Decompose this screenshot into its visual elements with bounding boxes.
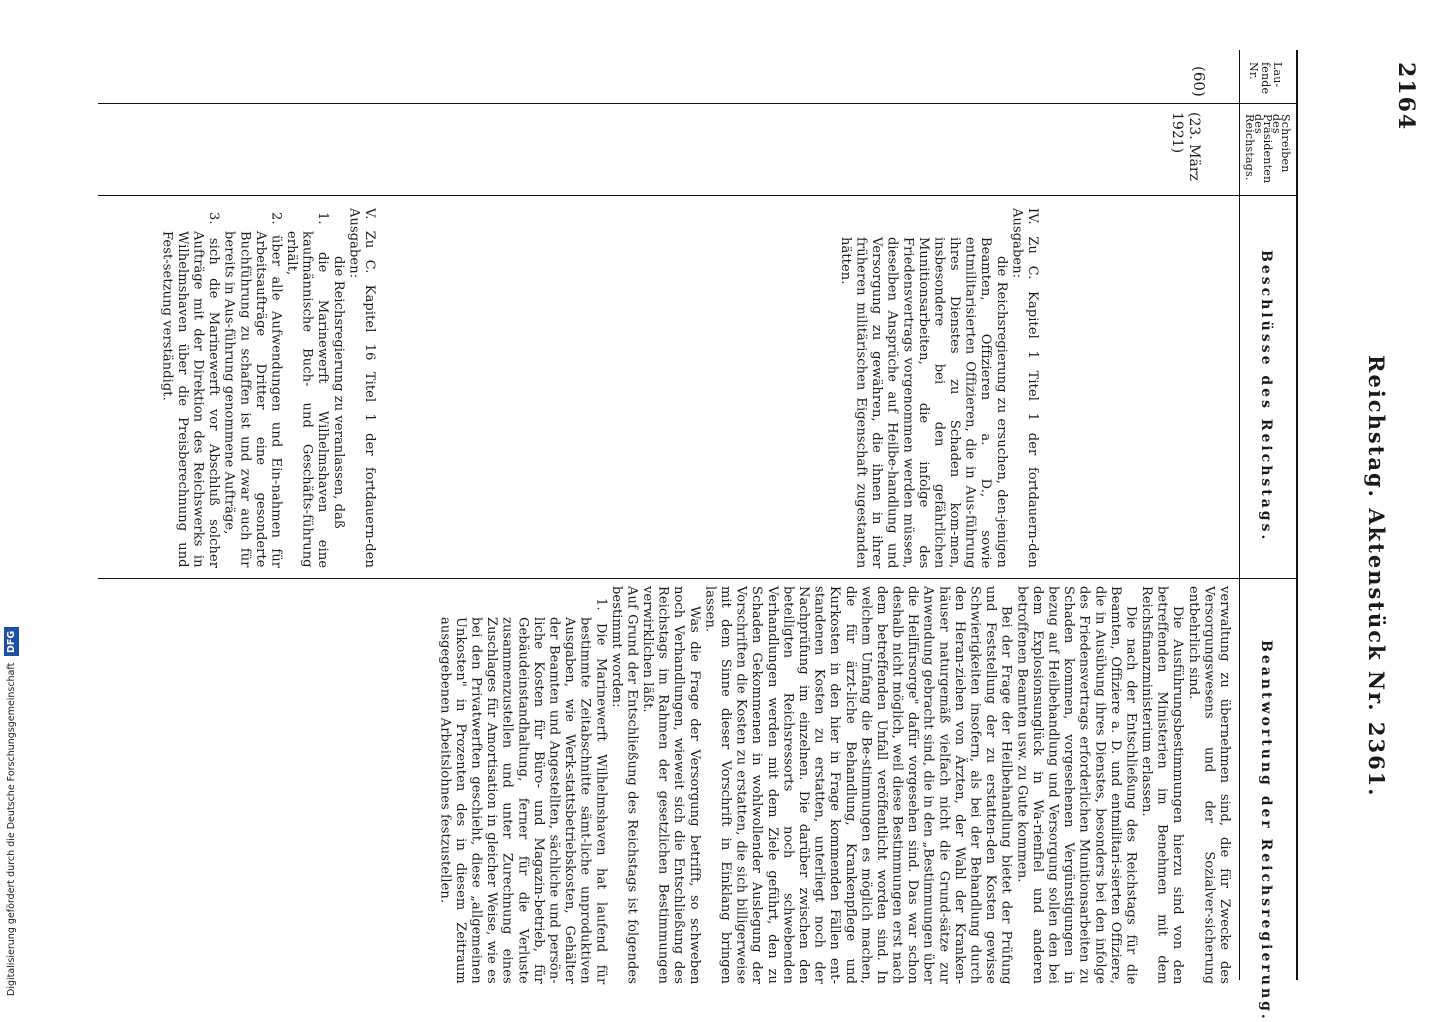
government-answer xyxy=(92,586,1232,984)
page-number: 2164 xyxy=(1393,62,1419,132)
column-header-number: Lau- fende Nr. xyxy=(1247,62,1284,95)
column-rule-3 xyxy=(98,578,1298,579)
column-rule-1 xyxy=(98,103,1298,104)
column-header-answer: Beantwortung der Reichsregierung. xyxy=(1258,640,1274,1022)
resolution-iv-text: die Reichsregierung zu ersuchen, den-jenigen Beamten, Offizieren a. D., sowie entmilitarisierten Offizieren, die in Aus-führung ihres Dienstes zu Schaden kom-men, insbesondere bei den gefährlichen Munitionsarbeiten, die infolge des Friedensvertrags vorgenommen werden müssen, dieselben Ansprüche auf Heilbe-handlung und Versorgung zu gewähren, die ihnen in ihrer früheren militärischen Eigenschaft zugestanden hätten. xyxy=(837,236,1009,568)
answer-paragraph: Die nach der Entschließung des Reichstags für die Beamten, Offiziere a. D. und entmilitari-sierten Offiziere, die in Ausübung ihres Dienstes, besonders bei den infolge des Friedensvertrags erforderlichen Munitionsarbeiten zu Schaden kommen, vorgesehenen Vergünstigungen in bezug auf Heilbehandlung und Versorgung sollen den bei dem Explosionsunglück in Wa-rienfiel und anderen betroffenen Beamten usw. zu Gute kommen. xyxy=(1014,586,1139,984)
resolution-iv xyxy=(837,208,1040,568)
table-top-rule xyxy=(1296,50,1298,980)
column-header-resolutions: Beschlüsse des Reichstags. xyxy=(1258,250,1274,543)
document-title: Reichstag. Aktenstück Nr. 2361. xyxy=(1364,355,1389,798)
credit-text: Digitalisierung gefördert durch die Deutsche Forschungsgemeinschaft xyxy=(6,662,17,996)
resolution-v-item-3: 3. sich die Marinewerft vor Abschluß solcher Aufträge mit der Direktion des Reichswerks in Wilhelmshaven über die Preisberechnung und Fest-setzung verständigt. xyxy=(159,211,222,568)
resolution-v-item-2: 2. über alle Aufwendungen und Ein-nahmen für Arbeitsaufträge Dritter eine gesonderte Buchführung zu schaffen ist und zwar auch für bereits in Aus-führung genommene Aufträge, xyxy=(221,211,284,568)
resolution-iv-heading: IV. Zu C. Kapitel 1 Titel 1 der fortdauern-den Ausgaben: xyxy=(1009,208,1040,568)
digitization-credit xyxy=(4,608,18,996)
resolution-v xyxy=(92,208,377,568)
answer-paragraph: Die Ausführungsbestimmungen hierzu sind von den betreffenden Ministerien im Benehmen mit dem Reichsfinanzministerium erlassen. xyxy=(1139,586,1186,984)
answer-paragraph: verwaltung zu übernehmen sind, die für Zwecke des Versorgungswesens und der Sozialver-sicherung entbehrlich sind. xyxy=(1185,586,1232,984)
entry-number: (60) xyxy=(1190,66,1208,97)
dfg-logo: DFG xyxy=(4,627,19,655)
header-bottom-rule xyxy=(1239,50,1240,980)
column-header-letter: Schreiben des Präsidenten des Reichstags. xyxy=(1243,114,1292,184)
entry-date: (23. März 1921) xyxy=(1169,112,1202,181)
answer-paragraph: Bei der Frage der Heilbehandlung bietet der Prüfung und Feststellung der zu erstatten-den Kosten gewisse Schwierigkeiten insofern, als bei der Behandlung durch den Heran-ziehen von Ärzten, der Wahl der Kranken-häuser naturgemäß vielfach nicht die Grund-sätze zur Anwendung gebracht sind, die in den „Bestimmungen über die Heilfürsorge" dafür vorgesehen sind. Das war schon deshalb nicht möglich, weil diese Bestimmungen erst nach dem betreffenden Unfall veröffentlicht worden sind. In welchem Umfang die Be-stimmungen es möglich machen, die für ärzt-liche Behandlung, Krankenpflege und Kurkosten in den hier in Frage kommenden Fällen ent-standenen Kosten zu erstatten, unterliegt noch der Nachprüfung im einzelnen. Die darüber zwischen den beteiligten Reichsressorts noch schwebenden Verhandlungen werden mit dem Ziele geführt, den zu Schaden Gekommenen in wohlwollender Auslegung der Vorschriften die Kosten zu erstatten, die sich billigerweise mit dem Sinne dieser Vorschrift in Einklang bringen lassen. xyxy=(702,586,1014,984)
answer-item-1: 1. Die Marinewerft Wilhelmshaven hat laufend für bestimmte Zeitabschnitte sämt-liche unproduktiven Ausgaben, wie Werk-stattsbetriebskosten, Gehälter der Beamten und Angestellten, sächliche und persön-liche Kosten für Büro- und Magazin-betrieb, für Gebäudeinstandhaltung, ferner für die Verluste zusammenzustellen und unter Zurechnung eines Zuschlages für Amortisation in gleicher Weise, wie es bei den Privatwerften geschieht, diese „allgemeinen Unkosten" in Prozenten des in diesem Zeitraum ausgegebenen Arbeitslohnes festzustellen. xyxy=(437,597,609,984)
answer-paragraph: Auf Grund der Entschließung des Reichstags ist folgendes bestimmt worden: xyxy=(608,586,640,984)
answer-paragraph: Was die Frage der Versorgung betrifft, so schweben noch Verhandlungen, wieweit sich die Entschließung des Reichstags im Rahmen der gesetzlichen Bestimmungen verwirklichen läßt. xyxy=(640,586,702,984)
column-rule-2 xyxy=(98,195,1298,196)
resolution-v-intro: die Reichsregierung zu veranlassen, daß xyxy=(330,256,346,529)
resolution-v-item-1: 1. die Marinewerft Wilhelmshaven eine kaufmännische Buch- und Geschäfts-führung erhält, xyxy=(284,211,331,568)
resolution-v-heading: V. Zu C. Kapitel 16 Titel 1 der fortdauern-den Ausgaben: xyxy=(346,208,377,568)
